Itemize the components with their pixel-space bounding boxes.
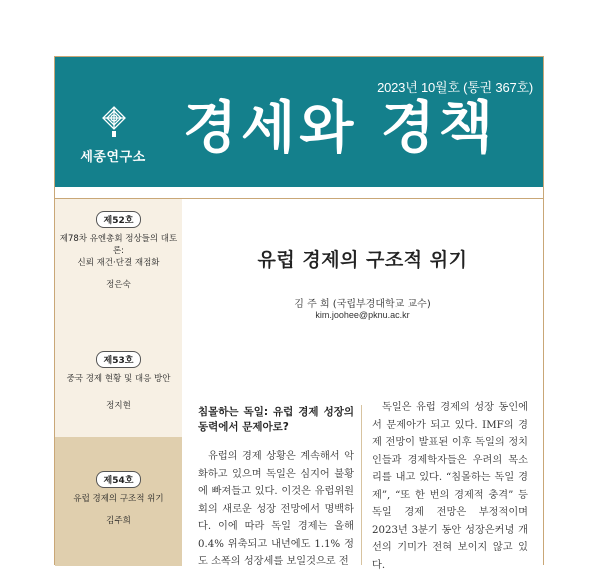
issue-sidebar bbox=[55, 199, 182, 566]
issue-badge: 제54호 bbox=[96, 471, 142, 488]
left-paragraph: 유럽의 경제 상황은 계속해서 악화하고 있으며 독일은 심지어 불황에 빠져들고 있다. 이것은 유럽위원회의 새로운 성장 전망에서 명백하다. 이에 따라 독일 경제는 올해 0.4% 위축되고 내년에도 1.1% 정도 소폭의 성장세를 보일것으로 전 bbox=[198, 451, 354, 567]
sidebar-item-title: 유럽 경제의 구조적 위기 bbox=[73, 494, 164, 504]
article-body bbox=[182, 199, 543, 571]
sidebar-item-52[interactable] bbox=[55, 199, 182, 334]
sidebar-title-line: 제78차 유엔총회 정상들의 대토론: bbox=[59, 234, 178, 256]
column-divider bbox=[361, 405, 362, 565]
header-divider bbox=[55, 187, 543, 199]
sidebar-item-title: 중국 경제 현황 및 대응 방안 bbox=[66, 374, 171, 384]
sidebar-item-author: 정은숙 bbox=[106, 280, 131, 290]
masthead-banner bbox=[55, 57, 543, 187]
section-heading: 침몰하는 독일: 유럽 경제 성장의 동력에서 문제아로? bbox=[198, 406, 354, 433]
left-column bbox=[198, 405, 354, 571]
right-paragraph: 독일은 유럽 경제의 성장 동인에서 문제아가 되고 있다. IMF의 경제 전망이 발표된 이후 독일의 정치인들과 경제학자들은 우려의 목소리를 내고 있다. “침몰하는 독일 경제”, “또 한 번의 경제적 충격” 등 독일 경제 전망은 부정적이며 2023년 3분기 동안 성장은커녕 개선의 기미가 전혀 보이지 않고 있다. bbox=[372, 402, 528, 571]
org-name: 세종연구소 bbox=[80, 150, 146, 165]
right-column bbox=[372, 399, 528, 574]
sidebar-item-author: 정지현 bbox=[106, 401, 131, 411]
sidebar-title-line: 신뢰 재건·단결 재점화 bbox=[77, 258, 160, 268]
newsletter-page bbox=[54, 56, 544, 571]
sidebar-item-54[interactable] bbox=[55, 437, 182, 566]
publication-title: 경세와 경책 bbox=[183, 96, 497, 161]
issue-badge: 제52호 bbox=[96, 211, 142, 228]
author-email[interactable]: kim.joohee@pknu.ac.kr bbox=[315, 310, 410, 320]
emblem-icon bbox=[101, 105, 127, 139]
sidebar-item-title bbox=[55, 233, 182, 269]
article-author: 김 주 희 (국립부경대학교 교수) bbox=[294, 299, 431, 310]
sidebar-item-53[interactable] bbox=[55, 339, 182, 434]
sidebar-item-author: 김주희 bbox=[106, 516, 131, 526]
article-title: 유럽 경제의 구조적 위기 bbox=[257, 249, 468, 271]
issue-badge: 제53호 bbox=[96, 351, 142, 368]
org-logo bbox=[77, 105, 149, 169]
issue-label: 2023년 10월호 (통권 367호) bbox=[377, 80, 533, 95]
